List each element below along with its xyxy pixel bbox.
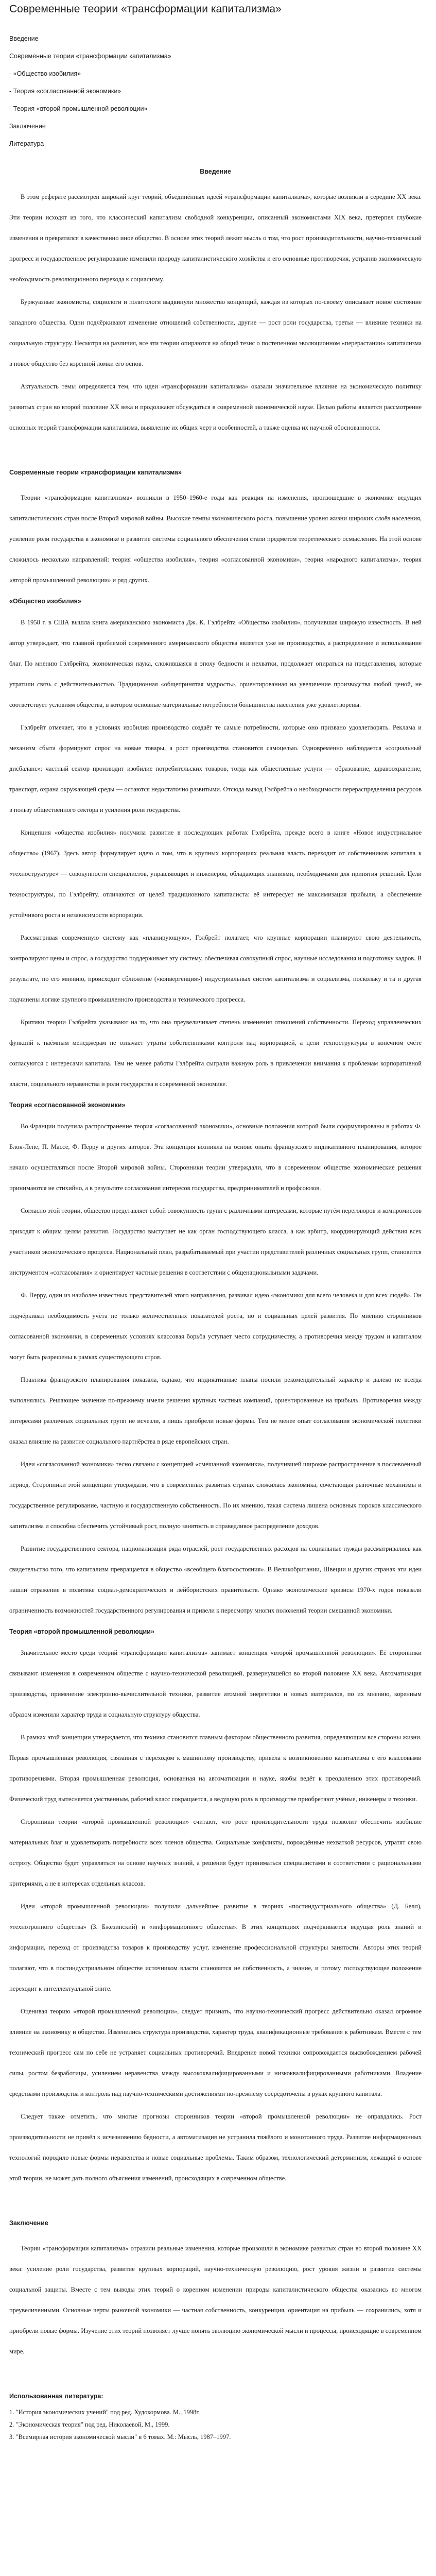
reference-item: 3. "Всемирная история экономической мысли" в 6 томах. М.: Мысль, 1987–1997. <box>9 2433 231 2441</box>
toc-item: Введение <box>9 35 39 43</box>
paragraph: В этом реферате рассмотрен широкий круг теорий, объединённых идеей «трансформации капитализма», которые возникли в середине XX века. Эти теории исходят из того, что классический капитализм свободной конкуренции, описанный экономистами XIX века, претерпел глубокие изменения и превратился в качественно иное общество. В основе этих теорий лежит мысль о том, что рост производительности, научно-технический прогресс и государственное регулирование изменили природу капиталистического хозяйства и его основные противоречия, устранив экономическую необходимость революционного перехода к социализму. <box>9 193 422 283</box>
subsection-heading: Теория «согласованной экономики» <box>9 1101 126 1109</box>
paragraph: Согласно этой теории, общество представляет собой совокупность групп с различными интересами, которые путём переговоров и компромиссов приходят к общим целям развития. Государство выступает не как орган господствующего класса, а как арбитр, координирующий действия всех участников экономического процесса. Национальный план, разрабатываемый при участии представителей различных социальных групп, становится инструментом «согласования» и ориентирует частные решения в соответствии с общенациональными задачами. <box>9 1207 422 1277</box>
section-heading: Введение <box>200 168 231 176</box>
references-list <box>9 2406 430 2443</box>
paragraph: Гэлбрейт отмечает, что в условиях изобилия производство создаёт те самые потребности, которые оно призвано удовлетворять. Реклама и механизм сбыта формируют спрос на новые товары, а рост производства становится самоцелью. Одновременно наблюдается «социальный дисбаланс»: частный сектор производит изобилие потребительских товаров, тогда как общественные услуги — образование, здравоохранение, транспорт, охрана окружающей среды — остаются недостаточно развитыми. Отсюда вывод Гэлбрейта о необходимости перераспределения ресурсов в пользу общественного сектора и усиления роли государства. <box>9 724 422 814</box>
toc-item: - Теория «второй промышленной революции» <box>9 105 148 113</box>
section-heading: Заключение <box>9 2219 48 2227</box>
toc-item: - Теория «согласованной экономики» <box>9 88 121 95</box>
references-section <box>9 2393 430 2576</box>
paragraph: Рассматривая современную систему как «планирующую», Гэлбрейт полагает, что крупные корпорации планируют свою деятельность, контролируют цены и спрос, а государство поддерживает эту систему, обеспечивая совокупный спрос, научные исследования и подготовку кадров. В результате, по его мнению, происходит сближение («конвергенция») индустриальных систем капитализма и социализма, поскольку и та и другая подчинены логике крупного промышленного производства и технического прогресса. <box>9 934 422 1004</box>
section-heading: Современные теории «трансформации капитализма» <box>9 469 182 477</box>
paragraph: Ф. Перру, один из наиболее известных представителей этого направления, развивал идею «экономики для всего человека и для всех людей». Он подчёркивал необходимость учёта не только количественных показателей роста, но и социальных целей развития. По мнению сторонников согласованной экономики, в современных условиях классовая борьба уступает место сотрудничеству, а противоречия между трудом и капиталом могут быть разрешены в рамках существующего строя. <box>9 1292 422 1361</box>
paragraph: Концепция «общества изобилия» получила развитие в последующих работах Гэлбрейта, прежде всего в книге «Новое индустриальное общество» (1967). Здесь автор формулирует идею о том, что в крупных корпорациях реальная власть переходит от собственников капитала к «техноструктуре» — совокупности специалистов, управляющих и инженеров, обладающих знаниями, необходимыми для принятия решений. Цели техноструктуры, по Гэлбрейту, отличаются от целей традиционного капиталиста: её интересует не максимизация прибыли, а обеспечение устойчивого роста и независимости корпорации. <box>9 829 422 919</box>
paragraph: Критики теории Гэлбрейта указывают на то, что она преувеличивает степень изменения отношений собственности. Переход управленческих функций к наёмным менеджерам не означает утраты собственниками контроля над корпорацией, а цели техноструктуры в конечном счёте согласуются с интересами капитала. Тем не менее работы Гэлбрейта сыграли важную роль в привлечении внимания к проблемам корпоративной власти, социального неравенства и роли государства в современной экономике. <box>9 1019 422 1088</box>
paragraph: Теории «трансформации капитализма» возникли в 1950–1960-е годы как реакция на изменения, произошедшие в экономике ведущих капиталистических стран после Второй мировой войны. Высокие темпы экономического роста, повышение уровня жизни широких слоёв населения, усиление роли государства в экономике и развитие системы социального обеспечения стали предметом теоретического осмысления. На этой основе сложилось несколько направлений: теория «общества изобилия», теория «согласованной экономики», теория «народного капитализма», теория «второй промышленной революции» и ряд других. <box>9 494 422 584</box>
toc-item: Современные теории «трансформации капитализма» <box>9 53 171 60</box>
reference-item: 1. "История экономических учений" под ред. Худокормова. М., 1998г. <box>9 2409 200 2416</box>
table-of-contents <box>9 30 430 152</box>
paragraph: Оценивая теорию «второй промышленной революции», следует признать, что научно-технический прогресс действительно оказал огромное влияние на экономику и общество. Изменились структура производства, характер труда, квалификационные требования к работникам. Вместе с тем технический прогресс сам по себе не устраняет социальных противоречий. Внедрение новой техники сопровождается высвобождением рабочей силы, ростом безработицы, усилением неравенства между высококвалифицированными и низкоквалифицированными работниками. Владение средствами производства и контроль над научно-техническими достижениями по-прежнему сосредоточены в руках крупного капитала. <box>9 2008 422 2098</box>
subsection-heading: Теория «второй промышленной революции» <box>9 1628 154 1636</box>
paragraph: В рамках этой концепции утверждается, что техника становится главным фактором общественного развития, определяющим все стороны жизни. Первая промышленная революция, связанная с переходом к машинному производству, привела к возникновению капитализма с его классовыми противоречиями. Вторая промышленная революция, основанная на автоматизации и науке, якобы ведёт к преодолению этих противоречий. Физический труд вытесняется умственным, рабочий класс сокращается, а ведущую роль в производстве приобретают учёные, инженеры и техники. <box>9 1734 422 1803</box>
subsection-heading: «Общество изобилия» <box>9 598 81 605</box>
toc-item: Заключение <box>9 123 46 130</box>
section <box>9 168 422 438</box>
paragraph: Теории «трансформации капитализма» отразили реальные изменения, которые произошли в экономике развитых стран во второй половине XX века: усиление роли государства, развитие крупных корпораций, научно-техническую революцию, рост уровня жизни и развитие системы социальной защиты. Вместе с тем выводы этих теорий о коренном изменении природы капиталистического общества оказались во многом преувеличенными. Основные черты рыночной экономики — частная собственность, конкуренция, ориентация на прибыль — сохранились, хотя и приобрели новые формы. Изучение этих теорий позволяет лучше понять эволюцию экономической мысли и процессы, происходящие в современном мире. <box>9 2245 422 2355</box>
document-body <box>9 168 430 2362</box>
paragraph: Буржуазные экономисты, социологи и политологи выдвинули множество концепций, каждая из которых по-своему описывает новое состояние западного общества. Одни подчёркивают изменение отношений собственности, другие — рост роли государства, третьи — влияние техники на социальную структуру. Несмотря на различия, все эти теории опираются на общий тезис о постепенном эволюционном «перерастании» капитализма в новое общество без коренной ломки его основ. <box>9 298 422 368</box>
paragraph: Идеи «согласованной экономики» тесно связаны с концепцией «смешанной экономики», получившей широкое распространение в послевоенный период. Сторонники этой концепции утверждали, что в современных развитых странах сложилась экономика, сочетающая рыночные механизмы и государственное регулирование, частную и государственную собственность. По их мнению, такая система лишена основных пороков классического капитализма и способна обеспечить устойчивый рост, полную занятость и справедливое распределение доходов. <box>9 1461 422 1530</box>
toc-item: - «Общество изобилия» <box>9 70 81 78</box>
paragraph: Практика французского планирования показала, однако, что индикативные планы носили рекомендательный характер и далеко не всегда выполнялись. Решающее значение по-прежнему имели решения крупных частных компаний, ориентированные на прибыль. Противоречия между интересами различных социальных групп не исчезли, а лишь приобрели новые формы. Тем не менее опыт согласования экономической политики оказал влияние на развитие социального партнёрства в ряде европейских стран. <box>9 1376 422 1446</box>
reference-item: 2. "Экономическая теория" под ред. Николаевой, М., 1999. <box>9 2421 170 2429</box>
paragraph: Следует также отметить, что многие прогнозы сторонников теории «второй промышленной революции» не оправдались. Рост производительности не привёл к исчезновению бедности, а автоматизация не устранила тяжёлого и монотонного труда. Развитие информационных технологий породило новые формы неравенства и новые социальные проблемы. Таким образом, технологический детерминизм, лежащий в основе этой теории, не может дать полного объяснения изменений, происходящих в современном обществе. <box>9 2113 422 2182</box>
paragraph: Значительное место среди теорий «трансформации капитализма» занимает концепция «второй промышленной революции». Её сторонники связывают изменения в современном обществе с научно-технической революцией, развернувшейся во второй половине XX века. Автоматизация производства, применение электронно-вычислительной техники, развитие атомной энергетики и новых материалов, по их мнению, коренным образом изменили характер труда и социальную структуру общества. <box>9 1649 422 1719</box>
paragraph: Идеи «второй промышленной революции» получили дальнейшее развитие в теориях «постиндустриального общества» (Д. Белл), «технотронного общества» (З. Бжезинский) и «информационного общества». В этих концепциях подчёркивается ведущая роль знаний и информации, переход от производства товаров к производству услуг, изменение профессиональной структуры занятости. Авторы этих теорий полагают, что в постиндустриальном обществе источником власти становится не собственность, а знание, и потому господствующее положение переходит к интеллектуальной элите. <box>9 1903 422 1993</box>
toc-item: Литература <box>9 140 44 148</box>
paragraph: Актуальность темы определяется тем, что идеи «трансформации капитализма» оказали значительное влияние на экономическую политику развитых стран во второй половине XX века и продолжают обсуждаться в современной экономической науке. Целью работы является рассмотрение основных теорий трансформации капитализма, выявление их общих черт и особенностей, а также оценка их научной обоснованности. <box>9 383 422 432</box>
section <box>9 2219 422 2362</box>
paragraph: Сторонники теории «второй промышленной революции» считают, что рост производительности труда позволит обеспечить изобилие материальных благ и удовлетворить потребности всех членов общества. Социальные конфликты, порождённые нехваткой ресурсов, утратят свою остроту. Общество будет управляться на основе научных знаний, а решения будут приниматься специалистами в соответствии с рациональными критериями, а не в интересах отдельных классов. <box>9 1818 422 1888</box>
section <box>9 469 422 2189</box>
paragraph: В 1958 г. в США вышла книга американского экономиста Дж. К. Гэлбрейта «Общество изобилия», получившая широкую известность. В ней автор утверждает, что главной проблемой современного американского общества является уже не производство, а распределение и использование благ. По мнению Гэлбрейта, экономическая наука, сложившаяся в эпоху бедности и нехватки, продолжает опираться на представления, которые утратили связь с действительностью. Традиционная «общепринятая мудрость», ориентированная на увеличение производства любой ценой, не соответствует условиям общества, в котором основные материальные потребности большинства населения уже удовлетворены. <box>9 619 422 709</box>
document-title: Современные теории «трансформации капитализма» <box>9 3 282 15</box>
paragraph: Во Франции получила распространение теория «согласованной экономики», основные положения которой были сформулированы в работах Ф. Блок-Лене, П. Массе, Ф. Перру и других авторов. Эта концепция возникла на основе опыта французского индикативного планирования, которое начало осуществляться после Второй мировой войны. Сторонники теории утверждали, что в современном обществе экономические решения принимаются не стихийно, а в результате согласования интересов государства, предпринимателей и профсоюзов. <box>9 1123 422 1192</box>
paragraph: Развитие государственного сектора, национализация ряда отраслей, рост государственных расходов на социальные нужды рассматривались как свидетельство того, что капитализм превращается в общество «всеобщего благосостояния». В Великобритании, Швеции и других странах эти идеи нашли отражение в политике социал-демократических и лейбористских правительств. Однако экономические кризисы 1970-х годов показали ограниченность возможностей государственного регулирования и привели к пересмотру многих положений теории смешанной экономики. <box>9 1545 422 1615</box>
references-heading: Использованная литература: <box>9 2393 103 2400</box>
